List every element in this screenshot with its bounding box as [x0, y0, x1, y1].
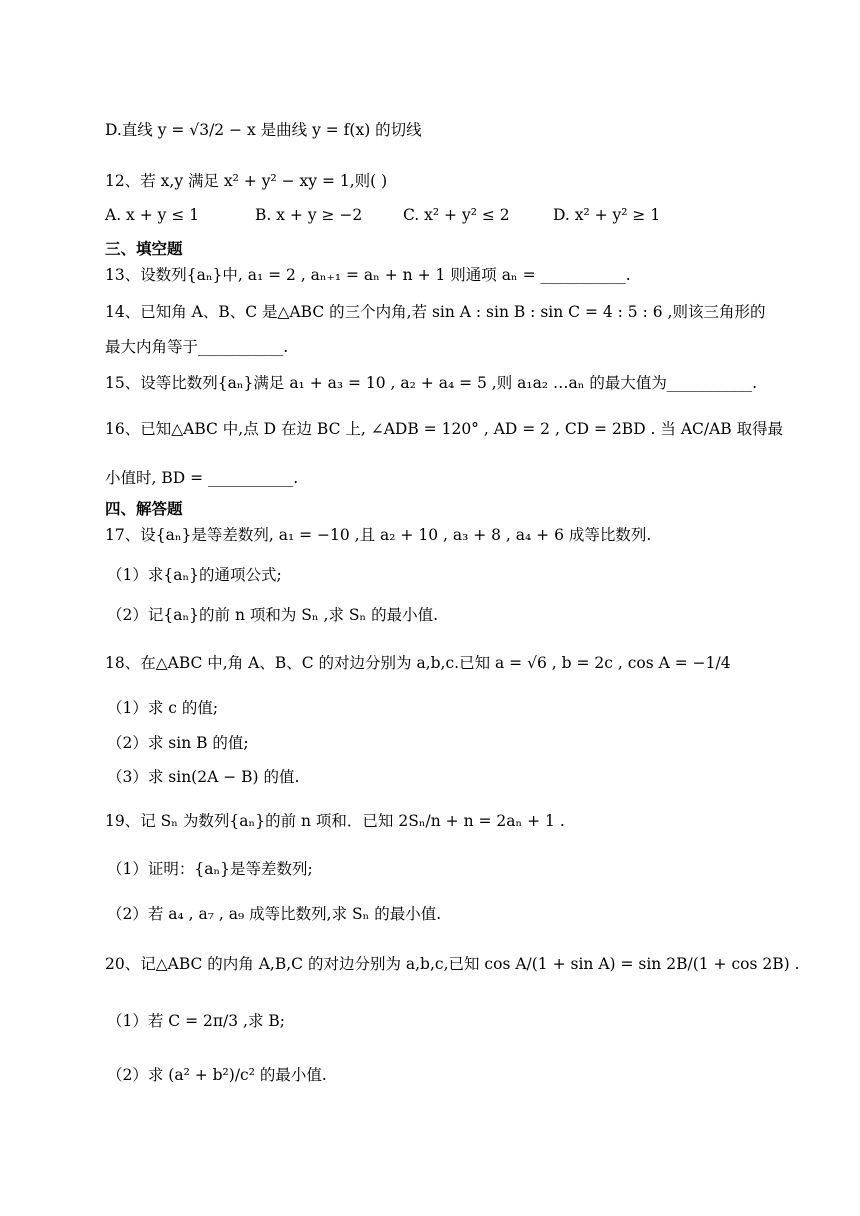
section-heading-answers: 四、解答题 — [105, 500, 183, 518]
question-14-line-1: 14、已知角 A、B、C 是△ABC 的三个内角,若 sin A : sin B : sin C = 4 : 5 : 6 ,则该三角形的 — [105, 303, 766, 321]
question-20-part-2: （2）求 (a² + b²)/c² 的最小值. — [107, 1066, 327, 1084]
section-heading-fill-in: 三、填空题 — [105, 240, 183, 258]
option-c: C. x² + y² ≤ 2 — [403, 206, 510, 224]
question-19-part-2: （2）若 a₄ , a₇ , a₉ 成等比数列,求 Sₙ 的最小值. — [107, 905, 442, 923]
option-d: D. x² + y² ≥ 1 — [553, 206, 661, 224]
question-18-part-3: （3）求 sin(2A − B) 的值. — [107, 768, 300, 786]
question-17-part-2: （2）记{aₙ}的前 n 项和为 Sₙ ,求 Sₙ 的最小值. — [107, 606, 439, 624]
question-17-part-1: （1）求{aₙ}的通项公式; — [107, 566, 282, 584]
d-option: D.直线 y = √3/2 − x 是曲线 y = f(x) 的切线 — [105, 121, 422, 139]
question-12: 12、若 x,y 满足 x² + y² − xy = 1,则( ) — [105, 172, 388, 190]
question-14-line-2: 最大内角等于___________. — [105, 338, 289, 356]
question-19-part-1: （1）证明：{aₙ}是等差数列; — [107, 860, 313, 878]
question-12-options — [105, 204, 805, 226]
question-20-part-1: （1）若 C = 2π/3 ,求 B; — [107, 1012, 286, 1030]
question-16-line-2: 小值时, BD = ___________. — [105, 469, 299, 487]
option-a: A. x + y ≤ 1 — [105, 206, 200, 224]
question-18-part-2: （2）求 sin B 的值; — [107, 734, 249, 752]
question-17: 17、设{aₙ}是等差数列, a₁ = −10 ,且 a₂ + 10 , a₃ + 8 , a₄ + 6 成等比数列. — [105, 526, 652, 544]
option-b: B. x + y ≥ −2 — [255, 206, 363, 224]
question-18-part-1: （1）求 c 的值; — [107, 699, 219, 717]
question-16-line-1: 16、已知△ABC 中,点 D 在边 BC 上, ∠ADB = 120° , AD = 2 , CD = 2BD . 当 AC/AB 取得最 — [105, 420, 784, 438]
question-15: 15、设等比数列{aₙ}满足 a₁ + a₃ = 10 , a₂ + a₄ = 5 ,则 a₁a₂ …aₙ 的最大值为___________. — [105, 374, 758, 392]
question-20: 20、记△ABC 的内角 A,B,C 的对边分别为 a,b,c,已知 cos A/(1 + sin A) = sin 2B/(1 + cos 2B) . — [105, 955, 800, 973]
question-19: 19、记 Sₙ 为数列{aₙ}的前 n 项和．已知 2Sₙ/n + n = 2aₙ + 1 . — [105, 812, 565, 830]
question-18: 18、在△ABC 中,角 A、B、C 的对边分别为 a,b,c.已知 a = √6 , b = 2c , cos A = −1/4 — [105, 654, 731, 672]
question-13: 13、设数列{aₙ}中, a₁ = 2 , aₙ₊₁ = aₙ + n + 1 则通项 aₙ = ___________. — [105, 266, 631, 284]
